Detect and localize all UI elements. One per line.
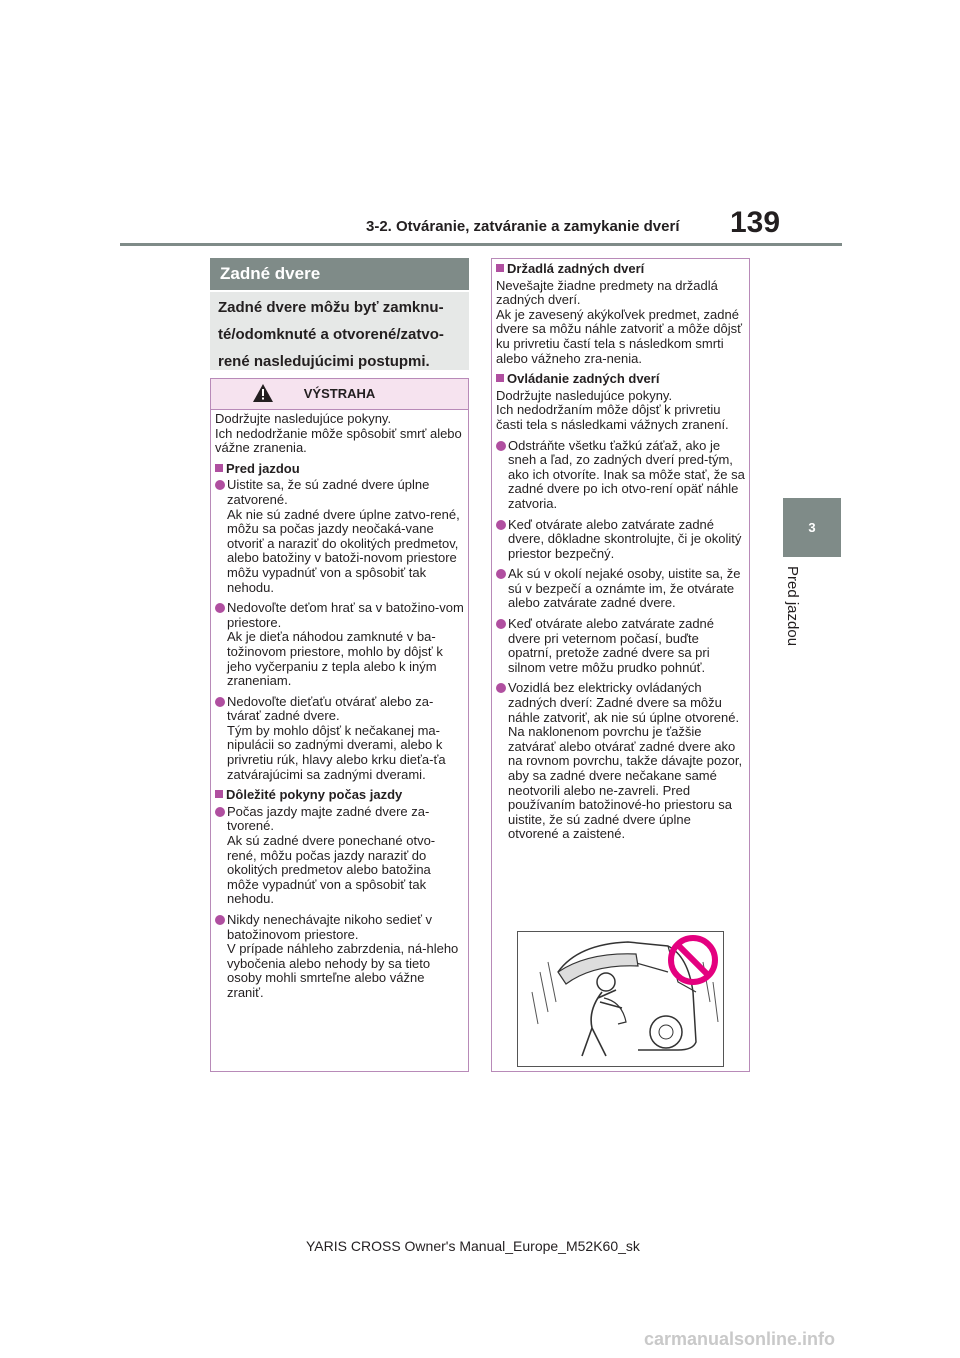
warning-intro: Dodržujte nasledujúce pokyny. Ich nedodržanie môže spôsobiť smrť alebo vážne zranenia. bbox=[215, 411, 462, 456]
list-item bbox=[496, 439, 745, 512]
square-bullet-icon bbox=[215, 790, 223, 798]
square-bullet-icon bbox=[496, 264, 504, 272]
paragraph: Dodržujte nasledujúce pokyny. Ich nedodržaním môže dôjsť k privretiu časti tela s následkami vážnych zranení. bbox=[496, 387, 729, 432]
list-item-text: Nikdy nenechávajte nikoho sedieť v batožinovom priestore. V prípade náhleho zabrzdenia, ná-hleho vybočenia alebo nehody by sa tieto osoby mohli smrteľne alebo vážne zraniť. bbox=[227, 912, 459, 1000]
chapter-tab: 3 bbox=[783, 498, 841, 557]
chapter-label bbox=[781, 566, 803, 666]
square-bullet-icon bbox=[215, 464, 223, 472]
circle-bullet-icon bbox=[496, 619, 506, 629]
circle-bullet-icon bbox=[215, 915, 225, 925]
circle-bullet-icon bbox=[496, 569, 506, 579]
circle-bullet-icon bbox=[496, 520, 506, 530]
section-title: Zadné dvere bbox=[210, 258, 469, 290]
warning-header bbox=[211, 379, 468, 410]
warning-group-title bbox=[215, 462, 464, 477]
list-item bbox=[215, 478, 464, 595]
page-number: 139 bbox=[730, 206, 781, 239]
list-item bbox=[496, 567, 745, 611]
list-item bbox=[215, 695, 464, 783]
list-item bbox=[215, 805, 464, 907]
list-item bbox=[496, 681, 745, 842]
list-item bbox=[496, 617, 745, 675]
list-item-text: Nedovoľte dieťaťu otvárať alebo za-tvárať zadné dvere. Tým by mohlo dôjsť k nečakanej ma-nipulácii so zadnými dverami, alebo k privretiu rúk, hlavy alebo krku dieťa-ťa zatvárajúcimi sa zadnými dverami. bbox=[227, 693, 446, 782]
warning-group-title bbox=[215, 788, 464, 803]
paragraph: Nevešajte žiadne predmety na držadlá zadných dverí. Ak je zavesený akýkoľvek predmet, zadné dvere sa môžu náhle zatvoriť a môže dôjsť ku privretiu častí tela s následkom smrti alebo vážneho zra-nenia. bbox=[496, 277, 743, 366]
warning-group-title bbox=[496, 262, 745, 277]
section-intro: Zadné dvere môžu byť zamknu-té/odomknuté a otvorené/zatvo-rené nasledujúcimi postupmi. bbox=[210, 292, 469, 370]
chapter-label-text: Pred jazdou bbox=[784, 566, 801, 647]
list-item-text: Vozidlá bez elektricky ovládaných zadných dverí: Zadné dvere sa môžu náhle zatvoriť, ak nie sú úplne otvorené. Na naklonenom povrchu je ťažšie zatvárať alebo otvárať zadné dvere ako na rovnom povrchu, takže dávajte pozor, aby sa zadné dvere nečakane samé neotvorili alebo ne-zavreli. Pred používaním batožinové-ho priestoru sa uistite, že sú zadné dvere úplne otvorené a zaistené. bbox=[508, 680, 743, 842]
warning-group-title bbox=[496, 372, 745, 387]
warning-body bbox=[211, 410, 468, 1001]
list-item-text: Uistite sa, že sú zadné dvere úplne zatvorené. Ak nie sú zadné dvere úplne zatvo-rené, môžu sa počas jazdy neočaká-vane otvoriť a naraziť do okolitých predmetov, alebo batožiny v batoži-novom priestore môžu vypadnúť von a spôsobiť tak nehodu. bbox=[227, 477, 460, 595]
warning-group-title-text: Ovládanie zadných dverí bbox=[507, 371, 660, 387]
warning-continuation-body bbox=[492, 259, 749, 842]
warning-box bbox=[210, 378, 469, 1072]
circle-bullet-icon bbox=[215, 480, 225, 490]
list-item bbox=[215, 913, 464, 1001]
footer-doc-id: YARIS CROSS Owner's Manual_Europe_M52K60_sk bbox=[306, 1238, 640, 1254]
list-item-text: Počas jazdy majte zadné dvere za-tvorené. Ak sú zadné dvere ponechané otvo-rené, môžu počas jazdy naraziť do okolitých predmetov alebo batožina môže vypadnúť von a spôsobiť tak nehodu. bbox=[227, 803, 436, 907]
square-bullet-icon bbox=[496, 374, 504, 382]
list-item-text: Keď otvárate alebo zatvárate zadné dvere pri veternom počasí, buďte opatrní, pretože zadné dvere sa pri silnom vetre môžu prudko pohnúť. bbox=[508, 616, 715, 675]
tailgate-warning-illustration bbox=[517, 931, 724, 1067]
warning-group-title-text: Dôležité pokyny počas jazdy bbox=[226, 787, 403, 803]
header-rule bbox=[120, 243, 842, 246]
list-item-text: Keď otvárate alebo zatvárate zadné dvere, dôkladne skontrolujte, či je okolitý priestor bezpečný. bbox=[508, 516, 742, 561]
circle-bullet-icon bbox=[215, 697, 225, 707]
circle-bullet-icon bbox=[496, 683, 506, 693]
list-item bbox=[496, 518, 745, 562]
list-item bbox=[215, 601, 464, 689]
circle-bullet-icon bbox=[496, 441, 506, 451]
list-item-text: Ak sú v okolí nejaké osoby, uistite sa, že sú v bezpečí a oznámte im, že otvárate alebo zatvárate zadné dvere. bbox=[508, 566, 741, 611]
warning-heading: VÝSTRAHA bbox=[303, 386, 376, 401]
header-title: 3-2. Otváranie, zatváranie a zamykanie dverí bbox=[366, 218, 680, 235]
circle-bullet-icon bbox=[215, 603, 225, 613]
person-under-tailgate-icon bbox=[518, 932, 723, 1066]
circle-bullet-icon bbox=[215, 807, 225, 817]
warning-group-title-text: Pred jazdou bbox=[226, 460, 300, 476]
warning-group-title-text: Držadlá zadných dverí bbox=[507, 261, 645, 276]
watermark: carmanualsonline.info bbox=[644, 1329, 836, 1349]
warning-triangle-icon bbox=[253, 384, 273, 402]
list-item-text: Nedovoľte deťom hrať sa v batožino-vom priestore. Ak je dieťa náhodou zamknuté v ba-tožinovom priestore, mohlo by dôjsť k jeho vyčerpaniu z tepla alebo k iným zraneniam. bbox=[227, 600, 464, 689]
list-item-text: Odstráňte všetku ťažkú záťaž, ako je sneh a ľad, zo zadných dverí pred-tým, ako ich otvoríte. Inak sa môže stať, že sa zadné dvere po ich otvo-rení opäť náhle zatvoria. bbox=[508, 437, 745, 511]
